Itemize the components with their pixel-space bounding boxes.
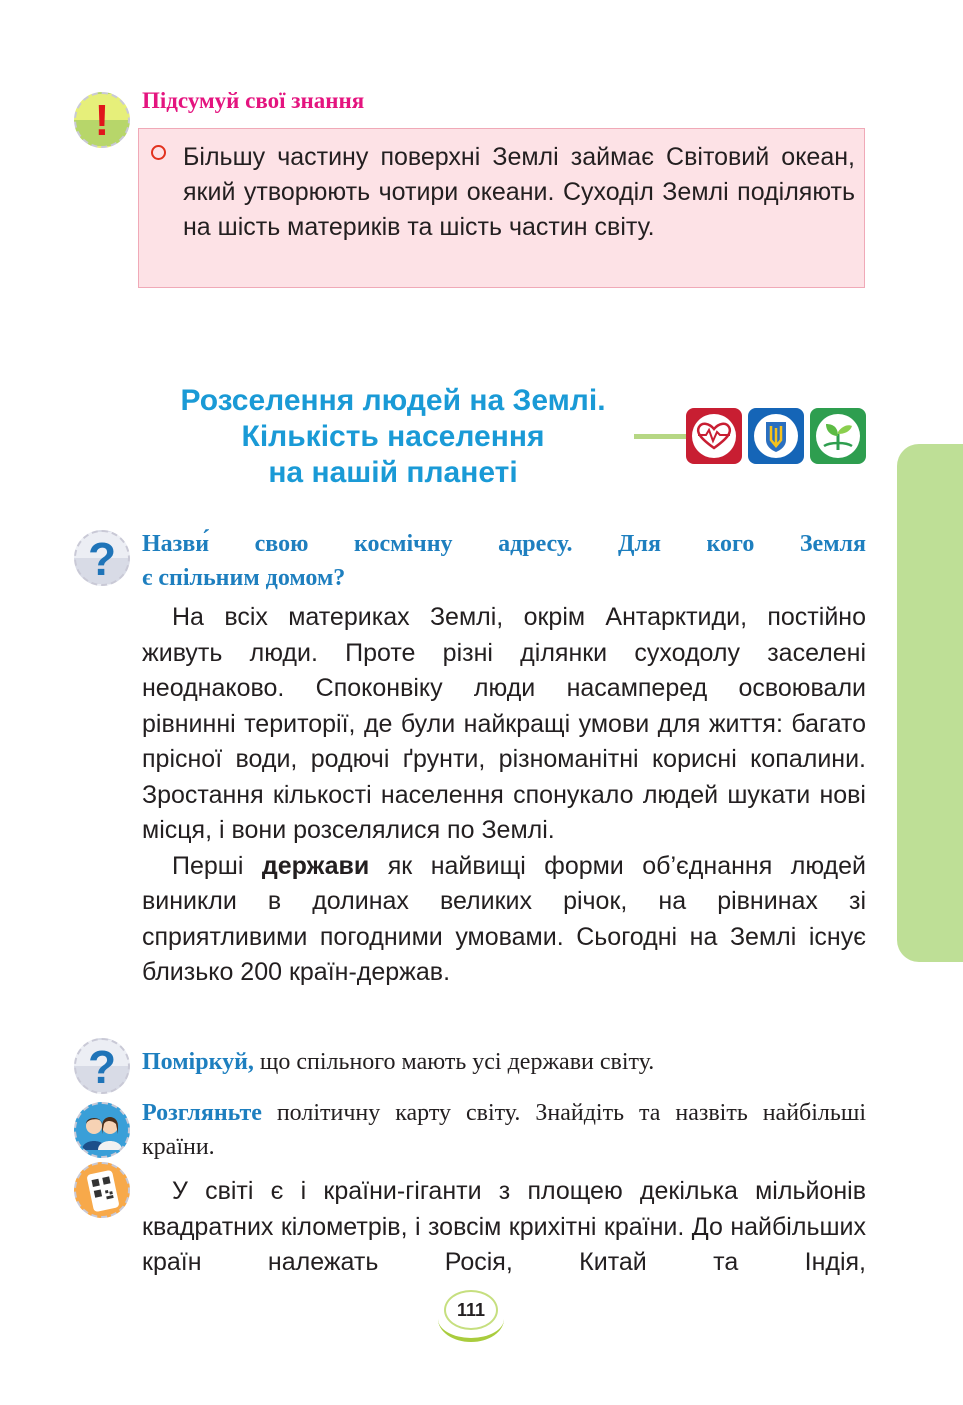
- question-line-1: Назви́ свою космічну адресу. Для кого Земля: [142, 531, 866, 557]
- term-states: держави: [261, 851, 370, 880]
- paragraph-countries: [142, 1174, 866, 1281]
- summary-title: Підсумуй свої знання: [142, 88, 365, 113]
- question-mark-icon: ?: [74, 1038, 130, 1094]
- paragraph-states-start: Перші: [172, 851, 262, 880]
- section-heading: [128, 383, 658, 491]
- section-heading-line-2: Кількість населення: [241, 420, 545, 453]
- section-heading-line-1: Розселення людей на Землі.: [180, 384, 606, 417]
- pair-work-icon: [74, 1102, 130, 1158]
- paragraph-settlement: На всіх материках Землі, окрім Антарктиди, постійно живуть люди. Проте різні ділянки суходолу заселені неоднаково. Споконвіку люди насамперед освоювали рівнинні території, де були найкращі умови для життя: багато прісної води, родючі ґрунти, різноманітні корисні копалини. Зростання кількості населення спонукало людей шукати нові місця, і вони розселялися по Землі.: [142, 603, 866, 844]
- question-think-rest: що спільного мають усі держави світу.: [253, 1049, 655, 1075]
- question-mark-icon: ?: [74, 530, 130, 586]
- question-cosmic-address: [142, 527, 866, 595]
- question-think: [142, 1045, 866, 1079]
- page-number: 111: [444, 1290, 498, 1330]
- question-line-2: є спільним домом?: [142, 565, 346, 591]
- side-tab: [897, 444, 963, 962]
- paragraph-states-rest: як найвищі форми об’єднання людей виникли в долинах великих річок, на рівнинах зі сприятливими погодними умовами. Сьогодні на Землі існує близько 200 країн-держав.: [142, 851, 866, 986]
- task-lead: Розгляньте: [142, 1100, 262, 1126]
- bullet-ring-icon: [151, 145, 166, 160]
- paragraph-giant-countries: У світі є і країни-гіганти з площею декілька мільйонів квадратних кілометрів, і зовсім крихітні країни. До найбільших країн належать Росія, Китай та Індія,: [142, 1177, 866, 1276]
- section-heading-line-3: на нашій планеті: [268, 456, 518, 489]
- body-text-block: [142, 600, 866, 991]
- task-rest: політичну карту світу. Знайдіть та назвіть найбільші країни.: [142, 1100, 866, 1160]
- trident-coat-of-arms-icon: [748, 408, 804, 464]
- exclamation-icon: !: [74, 92, 130, 148]
- qr-code-phone-icon: [74, 1162, 130, 1218]
- task-political-map: [142, 1096, 866, 1164]
- paragraph-states: [142, 849, 866, 991]
- summary-text: Більшу частину поверхні Землі займає Світовий океан, який утворюють чотири океани. Суходіл Землі поділяють на шість материків та шість частин світу.: [183, 143, 855, 241]
- question-think-lead: Поміркуй,: [142, 1049, 254, 1075]
- summary-box: [138, 128, 865, 288]
- plant-sprout-icon: [810, 408, 866, 464]
- heart-pulse-icon: [686, 408, 742, 464]
